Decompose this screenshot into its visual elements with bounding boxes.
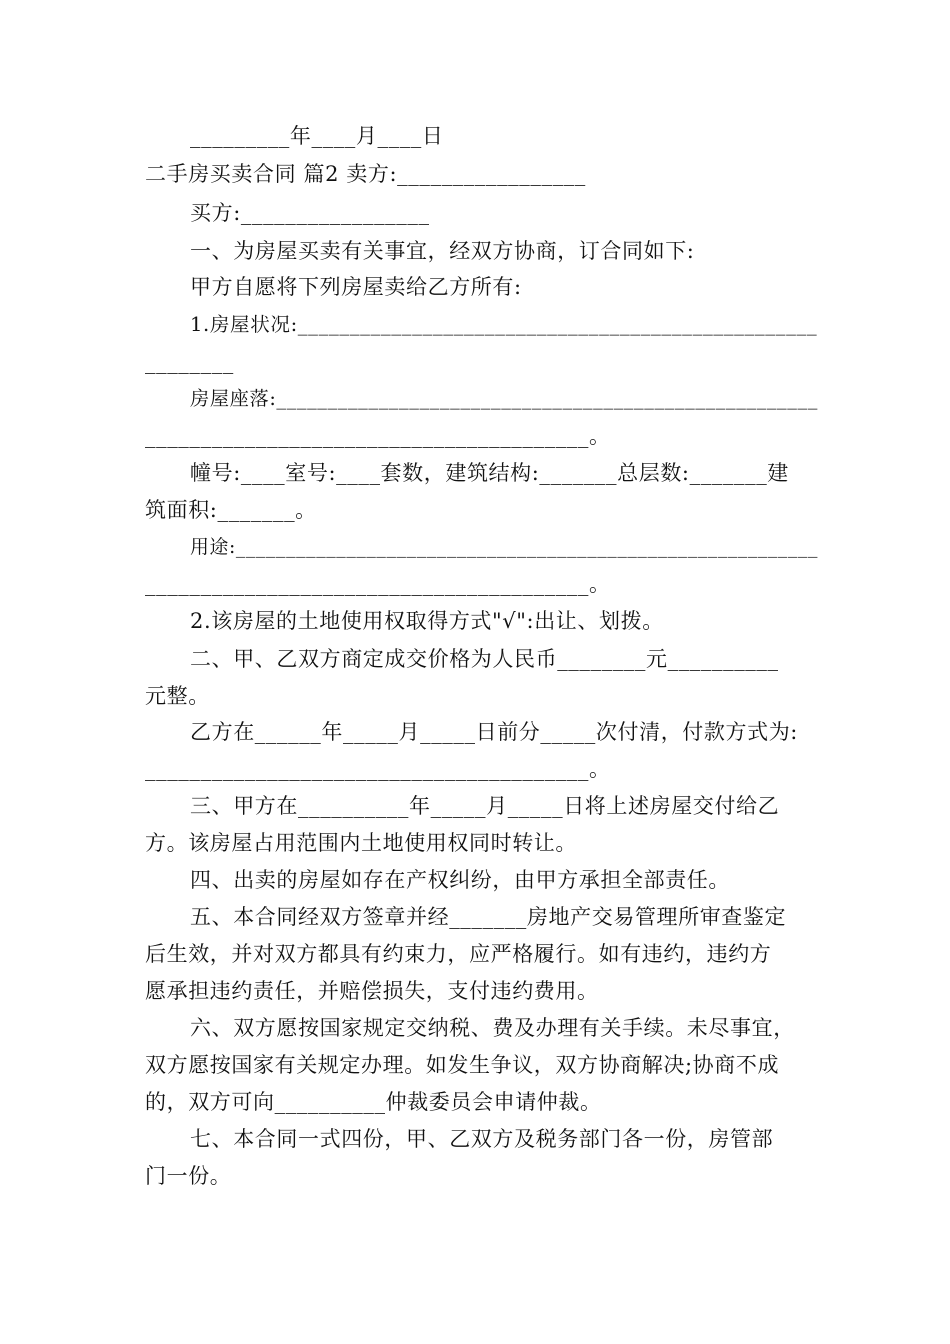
paragraph-line: 二、甲、乙双方商定成交价格为人民币________元__________	[190, 647, 779, 671]
paragraph-line: 元整。	[145, 684, 210, 708]
paragraph-line: ________________________________________。	[145, 424, 611, 448]
paragraph-line: 甲方自愿将下列房屋卖给乙方所有:	[190, 275, 522, 299]
paragraph-line: 五、本合同经双方签章并经_______房地产交易管理所审查鉴定	[190, 905, 787, 929]
paragraph-line: 房屋座落:_____________________________________________________	[190, 387, 818, 410]
paragraph-line: 七、本合同一式四份，甲、乙双方及税务部门各一份，房管部	[190, 1127, 774, 1151]
paragraph-line: 门一份。	[145, 1164, 232, 1188]
paragraph-line: ________	[145, 350, 234, 374]
paragraph-line: 六、双方愿按国家规定交纳税、费及办理有关手续。未尽事宜，	[190, 1016, 795, 1040]
paragraph-line: _________年____月____日	[190, 124, 444, 148]
paragraph-line: 四、出卖的房屋如存在产权纠纷，由甲方承担全部责任。	[190, 868, 730, 892]
paragraph-line: 后生效，并对双方都具有约束力，应严格履行。如有违约，违约方	[145, 942, 772, 966]
paragraph-line: ________________________________________。	[145, 572, 611, 596]
paragraph-line: 1.房屋状况:__________________________________________________	[190, 313, 818, 336]
paragraph-line: 双方愿按国家有关规定办理。如发生争议，双方协商解决;协商不成	[145, 1053, 780, 1077]
paragraph-line: 方。该房屋占用范围内土地使用权同时转让。	[145, 831, 577, 855]
paragraph-line: 一、为房屋买卖有关事宜，经双方协商，订合同如下:	[190, 239, 695, 263]
paragraph-line: 幢号:____室号:____套数，建筑结构:_______总层数:_______建	[190, 461, 789, 485]
paragraph-line: 二手房买卖合同 篇2 卖方:_________________	[145, 162, 586, 186]
paragraph-line: 买方:_________________	[190, 201, 430, 225]
paragraph-line: 用途:__________________________________________________________	[190, 536, 819, 558]
paragraph-line: 乙方在______年_____月_____日前分_____次付清，付款方式为:	[190, 720, 798, 744]
paragraph-line: 2.该房屋的土地使用权取得方式"√":出让、划拨。	[190, 609, 664, 633]
paragraph-line: 的，双方可向__________仲裁委员会申请仲裁。	[145, 1090, 602, 1114]
paragraph-line: 三、甲方在__________年_____月_____日将上述房屋交付给乙	[190, 794, 780, 818]
paragraph-line: ________________________________________。	[145, 757, 611, 781]
paragraph-line: 愿承担违约责任，并赔偿损失，支付违约费用。	[145, 979, 599, 1003]
paragraph-line: 筑面积:_______。	[145, 498, 317, 522]
